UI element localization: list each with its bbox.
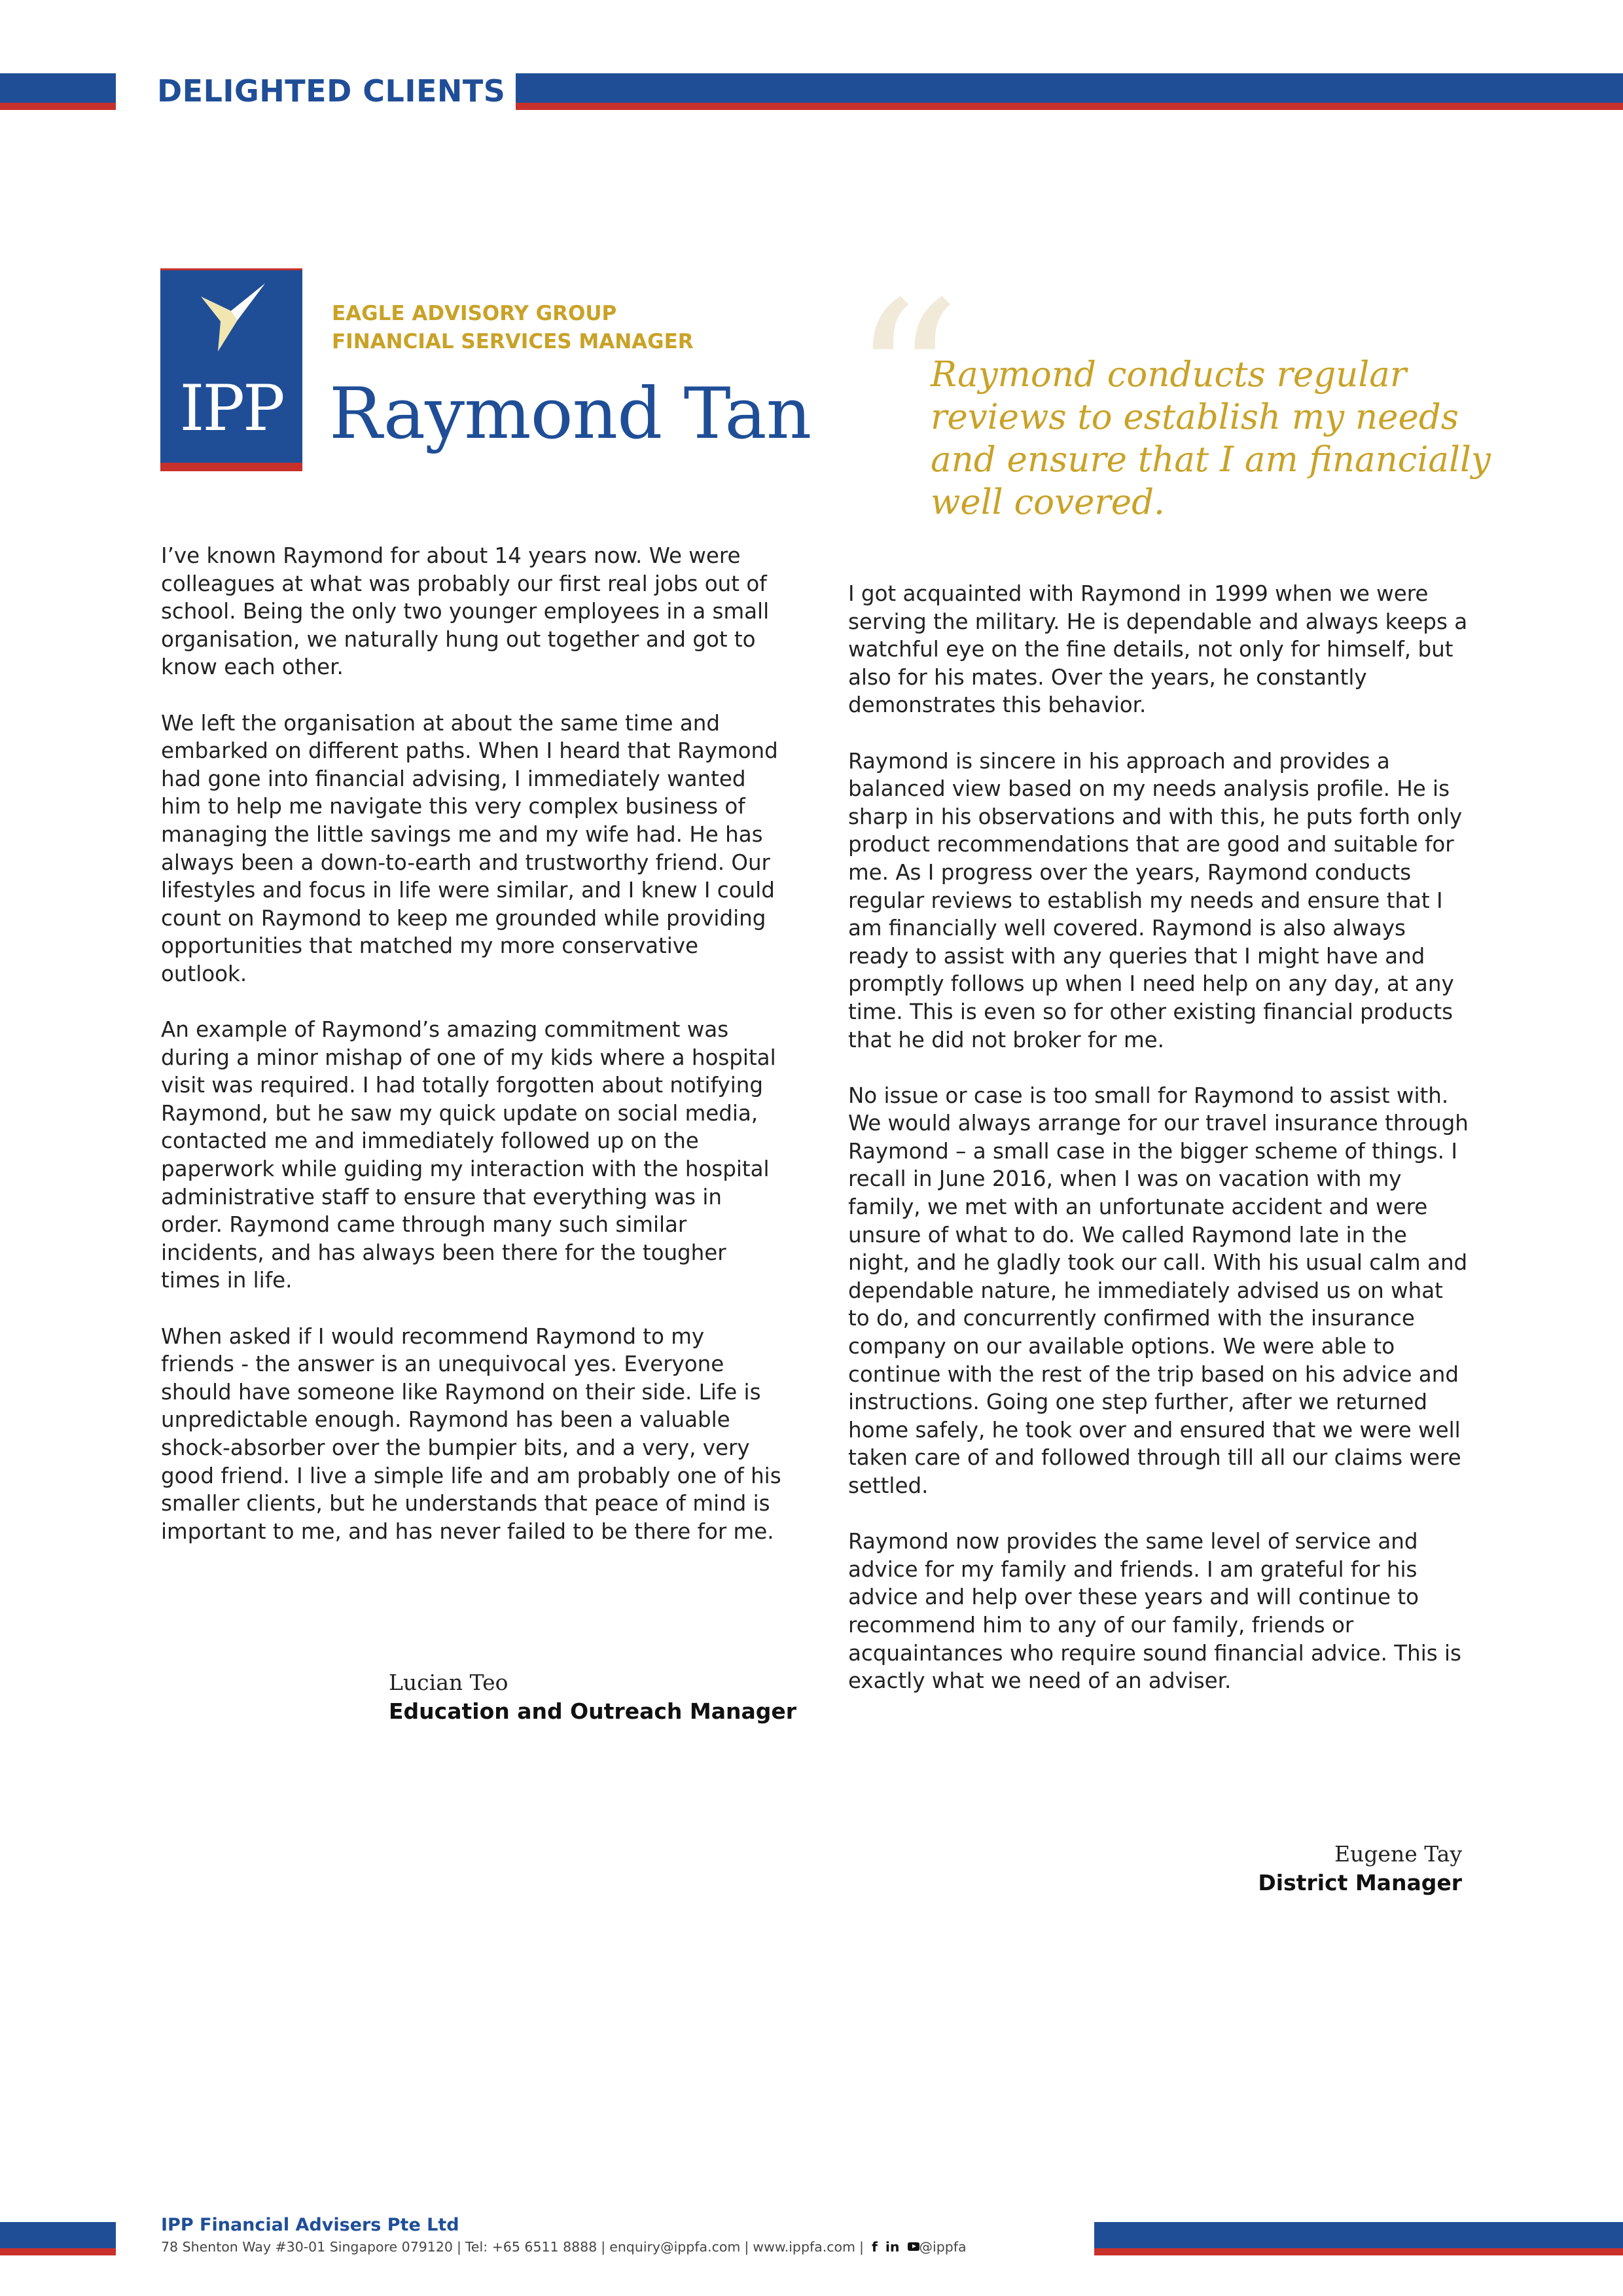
- pull-quote: Raymond conducts regular reviews to establish my needs and ensure that I am financially well covered.: [931, 355, 1491, 522]
- testimonial-right: [848, 580, 1470, 1723]
- footer-tel[interactable]: Tel: +65 6511 8888: [465, 2239, 597, 2255]
- bird-icon: [201, 283, 266, 355]
- footer-stripe-right: [1094, 2222, 1623, 2255]
- testimonial-left: [161, 542, 783, 1573]
- testimonial-paragraph: An example of Raymond’s amazing commitment was during a minor mishap of one of my kids where a hospital visit was required. I had totally forgotten about notifying Raymond, but he saw my quick update on social media, contacted me and immediately followed up on the paperwork while guiding my interaction with the hospital administrative staff to ensure that everything was in order. Raymond came through many such similar incidents, and has always been there for the tougher times in life.: [161, 1017, 776, 1293]
- footer-website[interactable]: www.ippfa.com: [753, 2239, 856, 2255]
- footer-stripe-left: [0, 2222, 116, 2255]
- quote-mark-icon: “: [851, 256, 961, 507]
- testimonial-paragraph: When asked if I would recommend Raymond to my friends - the answer is an unequivocal yes. Everyone should have someone like Raymond on their side. Life is unpredictable enough. Raymond has been a valuable shock-absorber over the bumpier bits, and a very, very good friend. I live a simple life and am probably one of his smaller clients, but he understands that peace of mind is important to me, and has never failed to be there for me.: [161, 1323, 781, 1544]
- ipp-logo: [160, 268, 302, 471]
- author-title: District Manager: [1258, 1870, 1462, 1895]
- footer-contact-line: 78 Shenton Way #30-01 Singapore 079120 | Tel: +65 6511 8888 | enquiry@ippfa.com | www.ippfa.com | f in @ippfa: [161, 2239, 967, 2255]
- testimonial-paragraph: No issue or case is too small for Raymond to assist with. We would always arrange for our travel insurance through Raymond – a small case in the bigger scheme of things. I recall in June 2016, when I was on vacation with my family, we met with an unfortunate accident and were unsure of what to do. We called Raymond late in the night, and he gladly took our call. With his usual calm and dependable nature, he immediately advised us on what to do, and concurrently confirmed with the insurance company on our available options. We were able to continue with the rest of the trip based on his advice and instructions. Going one step further, after we returned home safely, he took over and ensured that we were well taken care of and followed through till all our claims were settled.: [848, 1083, 1469, 1498]
- logo-text: IPP: [179, 372, 283, 445]
- testimonial-paragraph: We left the organisation at about the same time and embarked on different paths. When I heard that Raymond had gone into financial advising, I immediately wanted him to help me navigate this very complex business of managing the little savings me and my wife had. He has always been a down-to-earth and trustworthy friend. Our lifestyles and focus in life were similar, and I knew I could count on Raymond to keep me grounded while providing opportunities that matched my more conservative outlook.: [161, 710, 778, 986]
- section-title: DELIGHTED CLIENTS: [157, 73, 506, 109]
- advisor-name: Raymond Tan: [329, 373, 812, 455]
- testimonial-paragraph: Raymond is sincere in his approach and provides a balanced view based on my needs analysis profile. He is sharp in his observations and with this, he puts forth only product recommendations that are good and suitable for me. As I progress over the years, Raymond conducts regular reviews to establish my needs and ensure that I am financially well covered. Raymond is also always ready to assist with any queries that I might have and promptly follows up when I need help on any day, at any time. This is even so for other existing financial products that he did not broker for me.: [848, 748, 1463, 1052]
- youtube-icon[interactable]: [908, 2242, 919, 2251]
- testimonial-signature-right: [1258, 1839, 1462, 1897]
- author-name: Eugene Tay: [1334, 1841, 1462, 1867]
- testimonial-paragraph: Raymond now provides the same level of service and advice for my family and friends. I am grateful for his advice and help over these years and will continue to recommend him to any of our family, friends or acquaintances who require sound financial advice. This is exactly what we need of an adviser.: [848, 1529, 1461, 1694]
- footer-company: IPP Financial Advisers Pte Ltd: [161, 2215, 459, 2235]
- testimonial-signature-left: [389, 1668, 796, 1726]
- footer-email[interactable]: enquiry@ippfa.com: [609, 2239, 741, 2255]
- advisor-company: EAGLE ADVISORY GROUP: [332, 302, 617, 325]
- facebook-icon[interactable]: f: [871, 2239, 878, 2255]
- footer-address: 78 Shenton Way #30-01 Singapore 079120: [161, 2239, 453, 2255]
- linkedin-icon[interactable]: in: [885, 2239, 900, 2255]
- testimonial-paragraph: I’ve known Raymond for about 14 years now. We were colleagues at what was probably our first real jobs out of school. Being the only two younger employees in a small organisation, we naturally hung out together and got to know each other.: [161, 543, 770, 680]
- header-stripe-right: [516, 73, 1623, 110]
- author-title: Education and Outreach Manager: [389, 1698, 797, 1724]
- header-stripe-left: [0, 73, 116, 110]
- footer-social-handle[interactable]: @ippfa: [919, 2239, 967, 2255]
- advisor-role: FINANCIAL SERVICES MANAGER: [332, 330, 694, 353]
- testimonial-paragraph: I got acquainted with Raymond in 1999 when we were serving the military. He is dependable and always keeps a watchful eye on the fine details, not only for himself, but also for his mates. Over the years, he constantly demonstrates this behavior.: [848, 581, 1468, 718]
- author-name: Lucian Teo: [389, 1670, 508, 1695]
